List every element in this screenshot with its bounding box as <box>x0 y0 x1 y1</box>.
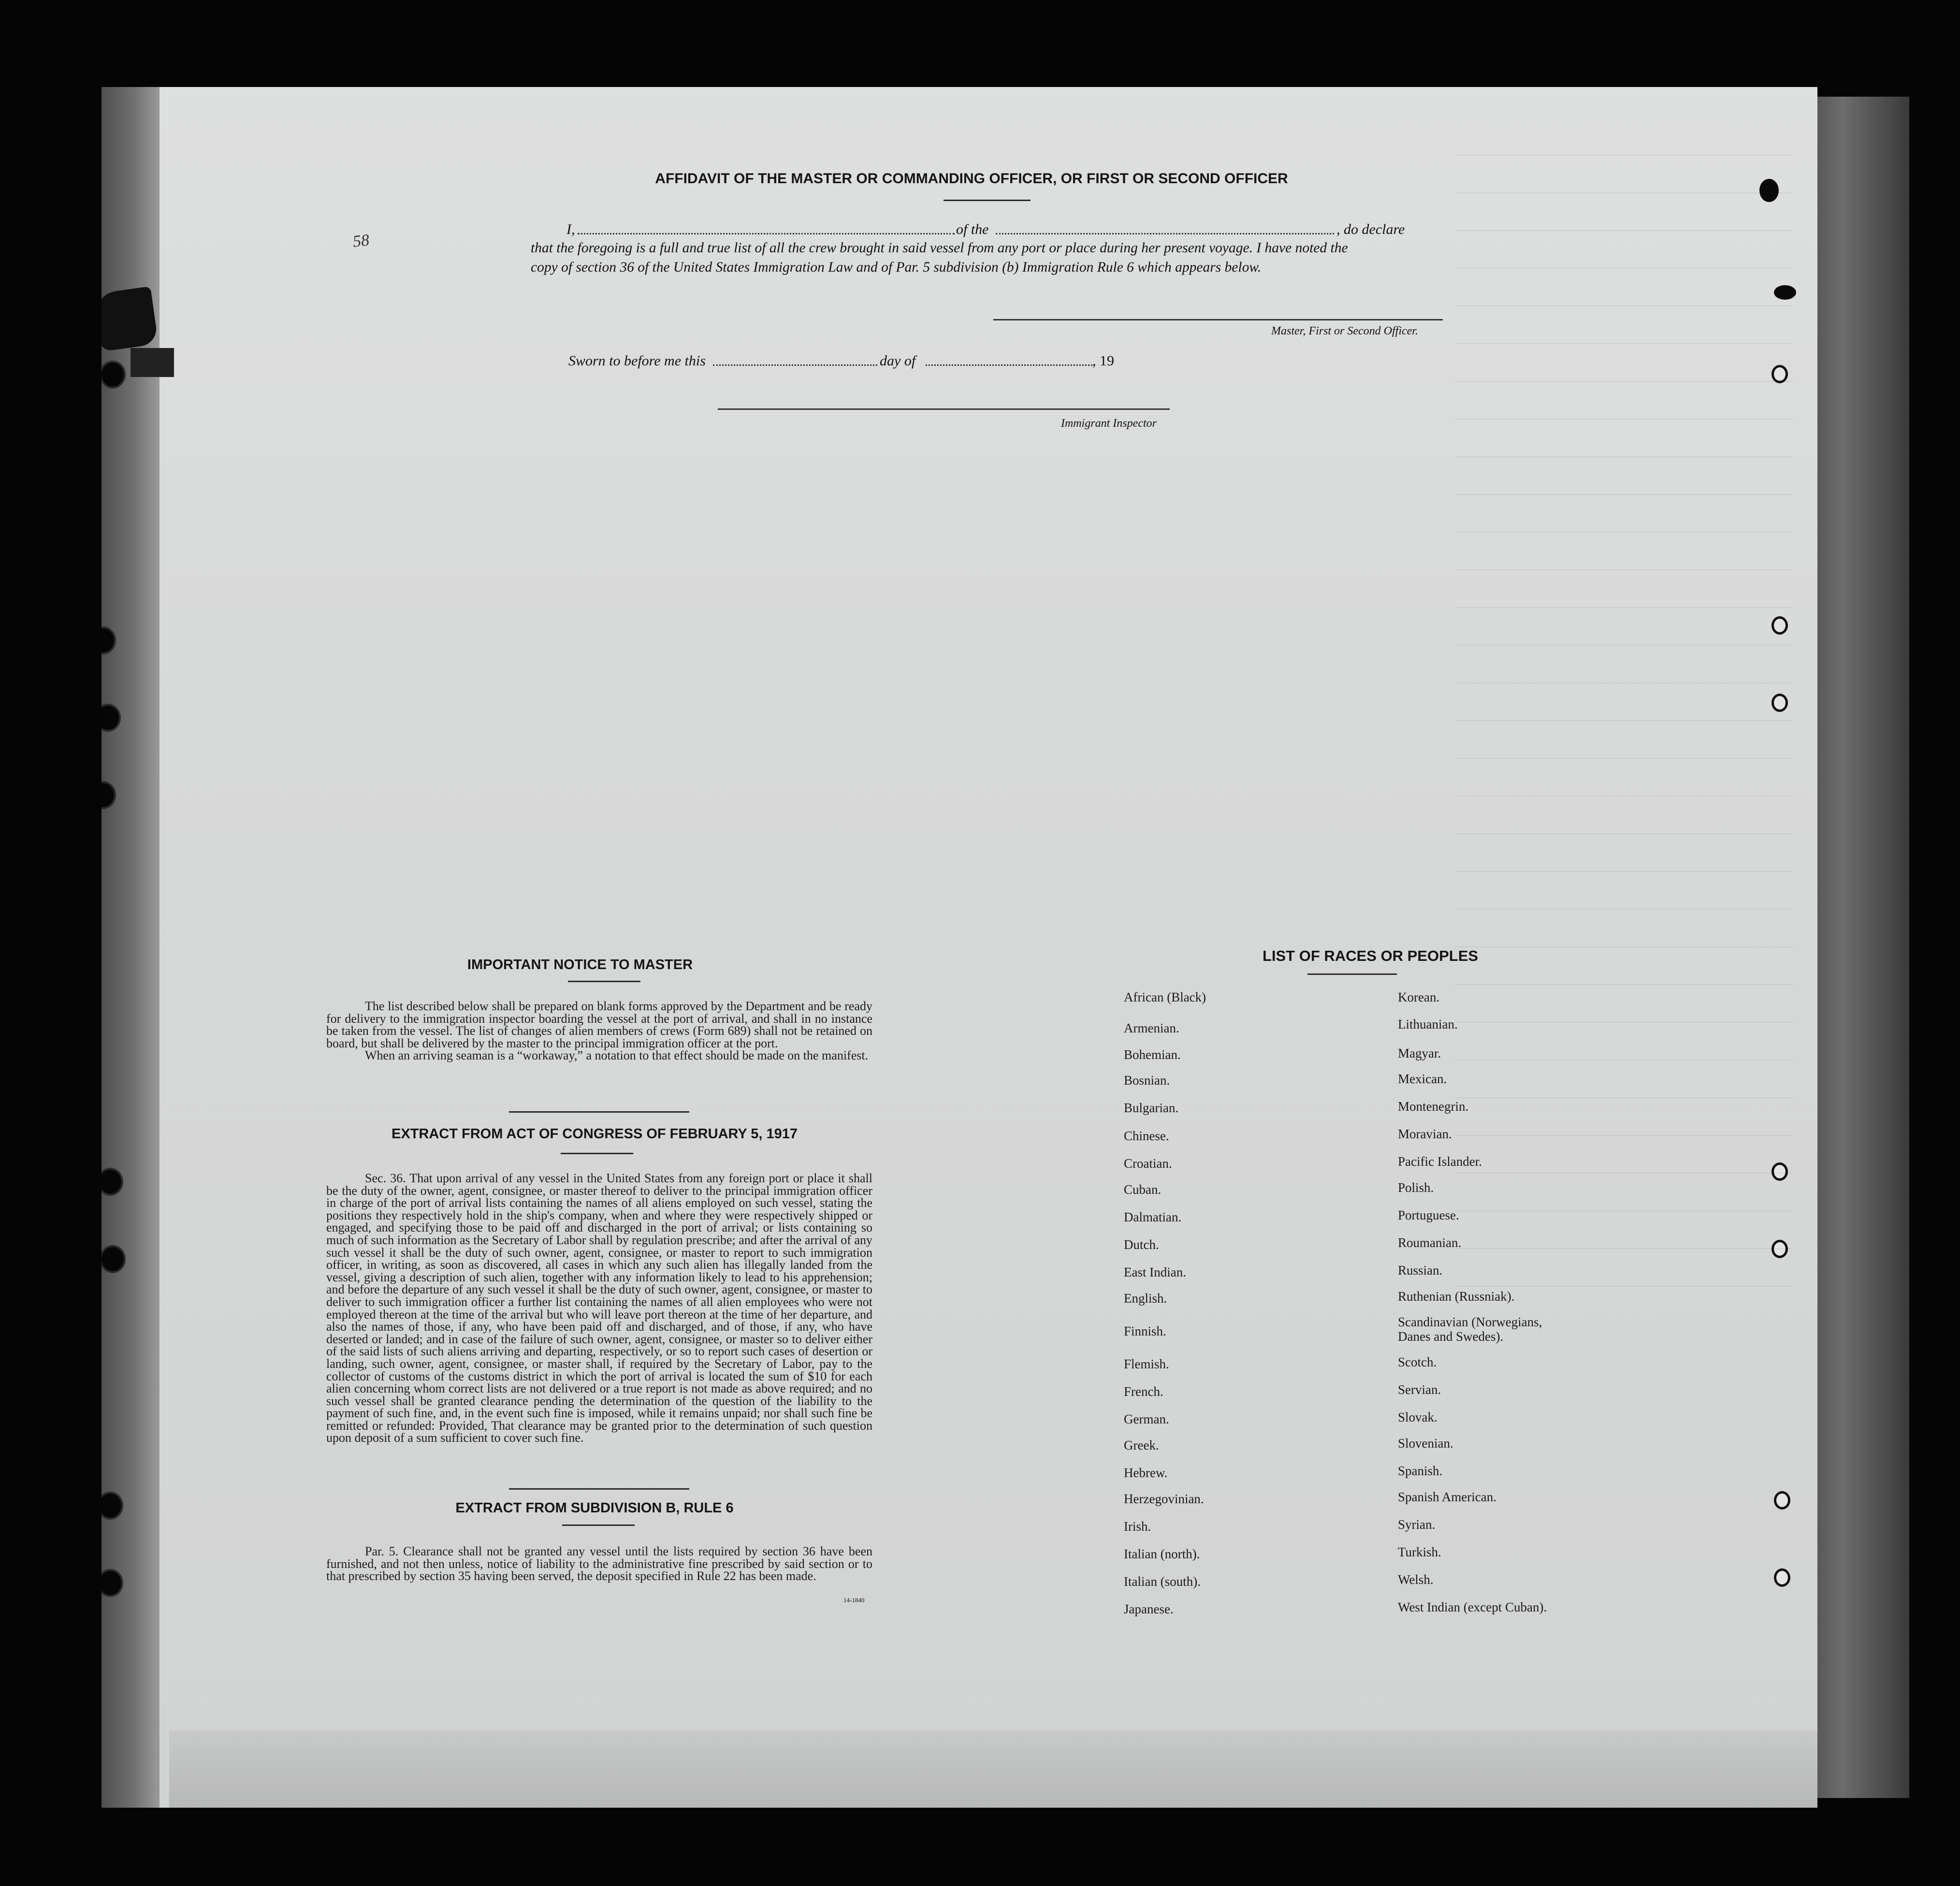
race-item: Turkish. <box>1398 1545 1441 1559</box>
race-item: Roumanian. <box>1398 1235 1462 1250</box>
race-item: West Indian (except Cuban). <box>1398 1600 1547 1614</box>
race-item: Montenegrin. <box>1398 1099 1469 1114</box>
races-title: LIST OF RACES OR PEOPLES <box>1262 947 1479 964</box>
inspector-signature-line <box>718 408 1170 410</box>
race-item: Spanish American. <box>1398 1490 1496 1504</box>
extract-rule-title: EXTRACT FROM SUBDIVISION B, RULE 6 <box>455 1500 734 1516</box>
race-item: Japanese. <box>1124 1602 1174 1616</box>
section-rule <box>509 1111 689 1113</box>
race-item: Bulgarian. <box>1124 1101 1179 1115</box>
name-blank <box>578 233 955 234</box>
race-item: Bohemian. <box>1124 1047 1181 1062</box>
punch-hole <box>102 363 124 387</box>
bleed-through <box>1455 155 1793 1315</box>
affidavit-i-label: I, <box>566 221 575 237</box>
race-item: Slovenian. <box>1398 1436 1453 1451</box>
race-item: Ruthenian (Russniak). <box>1398 1289 1515 1304</box>
race-item: Greek. <box>1124 1438 1159 1452</box>
race-item: Magyar. <box>1398 1046 1441 1060</box>
punch-hole <box>1774 1568 1790 1587</box>
title-rule <box>944 200 1031 201</box>
race-item: Portuguese. <box>1398 1208 1459 1222</box>
race-item: Lithuanian. <box>1398 1017 1458 1031</box>
punch-hole <box>1774 1491 1790 1509</box>
sworn-month-blank <box>926 364 1092 366</box>
do-declare-label: , do declare <box>1336 221 1405 237</box>
affidavit-line-3: copy of section 36 of the United States Immigration Law and of Par. 5 subdivision (b) Immigration Rule 6 which appears below. <box>531 260 1262 275</box>
race-item: Pacific Islander. <box>1398 1154 1482 1169</box>
race-item: Armenian. <box>1124 1021 1179 1035</box>
race-item: Bosnian. <box>1124 1073 1170 1088</box>
form-page <box>102 87 1817 1808</box>
notice-rule <box>568 981 640 982</box>
race-item: Welsh. <box>1398 1572 1434 1587</box>
extract-rule-body: Par. 5. Clearance shall not be granted any vessel until the lists required by section 36 have been furnished, and not then unless, notice of liability to the administrative fine prescribed by said section or to that prescribed by section 35 having been served, the deposit specified in Rule 22 has been made. <box>326 1544 872 1583</box>
race-item: Flemish. <box>1124 1357 1169 1371</box>
sworn-label: Sworn to before me this <box>568 353 706 369</box>
year-label: , 19 <box>1092 353 1114 369</box>
race-item: Polish. <box>1398 1180 1434 1195</box>
race-item: Scandinavian (Norwegians, Danes and Swedes). <box>1398 1315 1542 1344</box>
race-item: East Indian. <box>1124 1265 1186 1279</box>
race-item: Spanish. <box>1398 1464 1443 1478</box>
race-item: Finnish. <box>1124 1324 1166 1338</box>
race-item: Italian (south). <box>1124 1574 1201 1589</box>
affidavit-line-2: that the foregoing is a full and true list of all the crew brought in said vessel from any port or place during her present voyage. I have noted the <box>531 240 1348 256</box>
race-item: German. <box>1124 1412 1169 1426</box>
extract-act-body: Sec. 36. That upon arrival of any vessel in the United States from any foreign port or place it shall be the duty of the owner, agent, consignee, or master thereof to deliver to the principal immigration officer in charge of the port of arrival lists containing the names of all aliens employed on such vessel, stating the positions they respectively hold in the ship's company, when and where they were respectively shipped or engaged, and specifying those to be paid off and discharged in the port of arrival; or lists containing so much of such information as the Secretary of Labor shall by regulation prescribe; and after the arrival of any such vessel it shall be the duty of such owner, agent, consignee, or master to report to such immigration officer, in writing, as soon as discovered, all cases in which any such alien has illegally landed from the vessel, giving a description of such alien, together with any information likely to lead to his apprehension; and before the departure of any such vessel it shall be the duty of such owner, agent, consignee, or master to deliver to such immigration officer a further list containing the names of all alien employees who were not employed thereon at the time of the arrival but who will leave port thereon at the time of her departure, and also the names of those, if any, who have been paid off and discharged, and of those, if any, who have deserted or landed; and in case of the failure of such owner, agent, consignee, or master so to deliver either of the said lists of such aliens arriving and departing, respectively, or so to report such cases of desertion or landing, such owner, agent, consignee, or master shall, if required by the Secretary of Labor, pay to the collector of customs of the customs district in which the port of arrival is located the sum of $10 for each alien concerning whom correct lists are not delivered or a true report is not made as above required; and no such vessel shall be granted clearance pending the determination of the question of the liability to the payment of such fine, and, in the event such fine is imposed, while it remains unpaid; nor shall such fine be remitted or refunded: Provided, That clearance may be granted prior to the determination of such question upon deposit of a sum sufficient to cover such fine. <box>326 1171 872 1445</box>
notice-body-2: When an arriving seaman is a “workaway,” a notation to that effect should be made on the manifest. <box>365 1048 869 1062</box>
notice-body: The list described below shall be prepared on blank forms approved by the Department and be ready for delivery to the immigration inspector boarding the vessel at the port of arrival, and shall in no instance be taken from the vessel. The list of changes of alien members of crews (Form 689) shall not be retained on board, but shall be delivered by the master to the principal immigration officer at the port. <box>326 999 872 1050</box>
punch-hole <box>102 1247 124 1271</box>
race-item: Herzegovinian. <box>1124 1492 1204 1506</box>
race-item: Croatian. <box>1124 1156 1172 1171</box>
race-item: Irish. <box>1124 1519 1151 1534</box>
sworn-day-blank <box>713 364 877 366</box>
race-item: Italian (north). <box>1124 1547 1200 1561</box>
race-item: Chinese. <box>1124 1129 1169 1143</box>
notice-title: IMPORTANT NOTICE TO MASTER <box>467 957 693 972</box>
bottom-shadow-band <box>169 1730 1817 1808</box>
master-signature-caption: Master, First or Second Officer. <box>1271 325 1418 337</box>
race-item: Russian. <box>1398 1263 1443 1277</box>
race-item: Slovak. <box>1398 1410 1437 1424</box>
races-rule <box>1307 973 1397 975</box>
master-signature-line <box>993 319 1443 320</box>
race-item: Scotch. <box>1398 1355 1437 1369</box>
race-item: Dalmatian. <box>1124 1210 1182 1224</box>
section-rule <box>509 1488 689 1490</box>
race-item: Hebrew. <box>1124 1465 1168 1480</box>
affidavit-title: AFFIDAVIT OF THE MASTER OR COMMANDING OFFICER, OR FIRST OR SECOND OFFICER <box>655 171 1288 187</box>
margin-mark: 58 <box>352 231 370 251</box>
form-number: 14-1840 <box>843 1596 865 1604</box>
race-item: African (Black) <box>1124 990 1206 1004</box>
race-item: Syrian. <box>1398 1517 1436 1532</box>
stamp-mark <box>102 286 159 352</box>
race-item: French. <box>1124 1384 1163 1399</box>
race-item: Moravian. <box>1398 1127 1452 1141</box>
extract-act-title: EXTRACT FROM ACT OF CONGRESS OF FEBRUARY 5, 1917 <box>391 1126 798 1142</box>
extract-rule-rule <box>562 1524 635 1526</box>
race-item: Korean. <box>1398 990 1440 1004</box>
day-of-label: day of <box>880 353 916 369</box>
race-item: English. <box>1124 1291 1167 1306</box>
race-item: Dutch. <box>1124 1237 1159 1252</box>
stamp-mark <box>131 348 174 377</box>
race-item: Servian. <box>1398 1382 1441 1397</box>
race-item: Cuban. <box>1124 1182 1161 1197</box>
extract-act-rule <box>561 1153 633 1154</box>
inspector-caption: Immigrant Inspector <box>1061 417 1157 430</box>
race-item: Mexican. <box>1398 1072 1447 1086</box>
of-the-label: of the <box>956 221 989 237</box>
vessel-blank <box>996 233 1334 234</box>
